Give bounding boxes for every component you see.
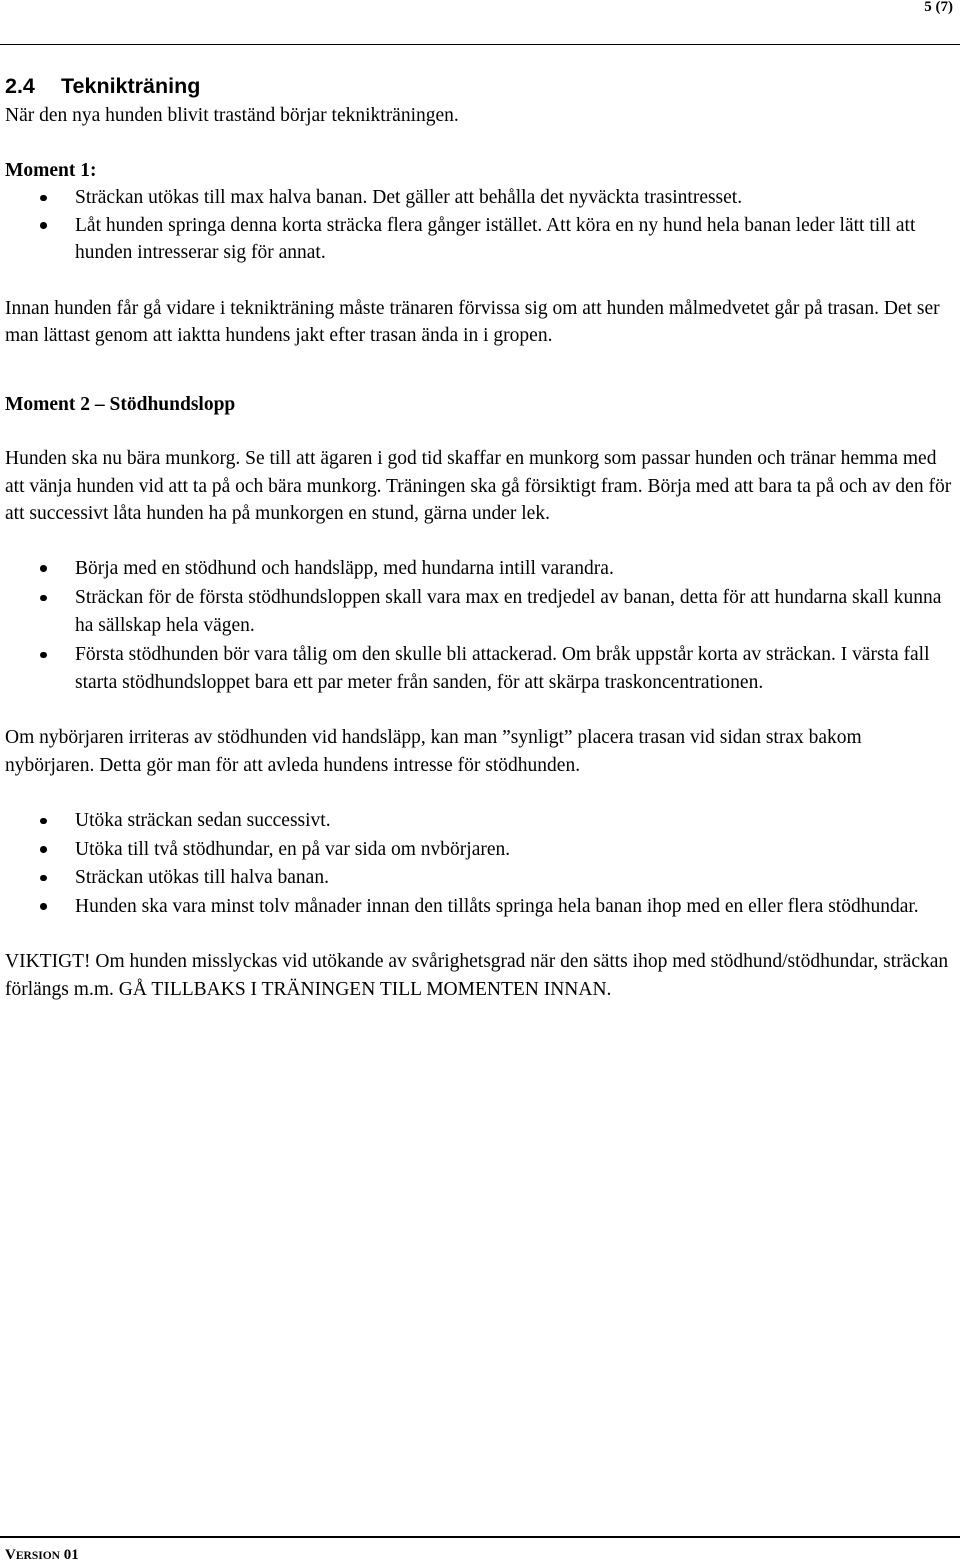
footer-version-rest: ERSION xyxy=(15,1550,60,1562)
moment2-bullet-list-1 xyxy=(5,555,955,697)
section-number: 2.4 xyxy=(5,74,35,98)
moment2-paragraph-2: Om nybörjaren irriteras av stödhunden vid handsläpp, kan man ”synligt” placera trasan vid sidan strax bakom nybörjaren. Detta gör man för att avleda hundens intresse för stödhunden. xyxy=(5,727,862,776)
list-item: Sträckan utökas till halva banan. xyxy=(5,864,955,892)
list-item: Börja med en stödhund och handsläpp, med hundarna intill varandra. xyxy=(5,555,955,583)
list-item: Sträckan utökas till max halva banan. Det gäller att behålla det nyväckta trasintresset. xyxy=(5,184,955,212)
warning-paragraph: VIKTIGT! Om hunden misslyckas vid utökande av svårighetsgrad när den sätts ihop med stödhund/stödhundar, sträckan förlängs m.m. GÅ TILLBAKS I TRÄNINGEN TILL MOMENTEN INNAN. xyxy=(5,951,949,1000)
footer-rule xyxy=(0,1536,960,1538)
footer-version xyxy=(5,1546,79,1565)
list-item: Utöka till två stödhundar, en på var sida om nvbörjaren. xyxy=(5,836,955,864)
moment2-heading: Moment 2 – Stödhundslopp xyxy=(5,393,236,415)
moment1-heading: Moment 1: xyxy=(5,159,97,181)
moment1-paragraph: Innan hunden får gå vidare i teknikträning måste tränaren förvissa sig om att hunden målmedvetet går på trasan. Det ser man lättast genom att iaktta hundens jakt efter trasan ända in i gropen. xyxy=(5,297,940,346)
moment2-paragraph: Hunden ska nu bära munkorg. Se till att ägaren i god tid skaffar en munkorg som passar hunden och tränar hemma med att vänja hunden vid att ta på och bära munkorg. Träningen ska gå försiktigt fram. Börja med att bara ta på och av den för att successivt låta hunden ha på munkorgen en stund, gärna under lek. xyxy=(5,448,952,524)
document-body xyxy=(5,73,955,1003)
page-number: 5 (7) xyxy=(924,0,953,15)
section-heading xyxy=(5,73,955,100)
list-item: Hunden ska vara minst tolv månader innan den tillåts springa hela banan ihop med en eller flera stödhundar. xyxy=(5,893,955,921)
footer-version-number: 01 xyxy=(63,1547,79,1563)
intro-paragraph: När den nya hunden blivit traständ börjar teknikträningen. xyxy=(5,105,459,126)
list-item: Sträckan för de första stödhundsloppen skall vara max en tredjedel av banan, detta för att hundarna skall kunna ha sällskap hela vägen. xyxy=(5,584,955,639)
list-item: Låt hunden springa denna korta sträcka flera gånger istället. Att köra en ny hund hela banan leder lätt till att hunden intresserar sig för annat. xyxy=(5,212,955,267)
moment1-bullet-list xyxy=(5,184,955,267)
moment2-bullet-list-2 xyxy=(5,807,955,920)
footer-version-initial: V xyxy=(5,1547,16,1563)
list-item: Första stödhunden bör vara tålig om den skulle bli attackerad. Om bråk uppstår korta av sträckan. I värsta fall starta stödhundsloppet bara ett par meter från sanden, för att skärpa traskoncentrationen. xyxy=(5,641,955,696)
section-title: Teknikträning xyxy=(61,74,201,98)
list-item: Utöka sträckan sedan successivt. xyxy=(5,807,955,835)
header-rule xyxy=(0,44,960,45)
